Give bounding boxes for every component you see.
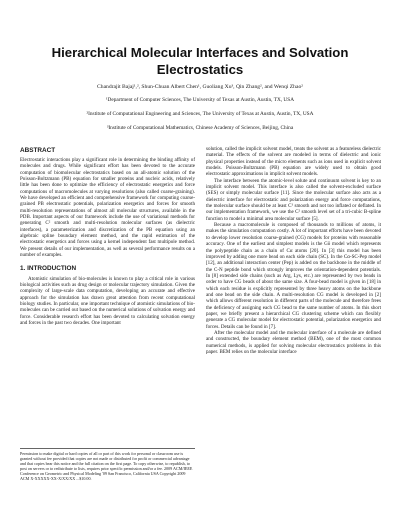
title-line-1: Hierarchical Molecular Interfaces and Solvation [51, 45, 349, 60]
abstract-text: Electrostatic interactions play a significant role in determining the binding affinity of molecules and drugs. While significant effort has been devoted to the accurate computation of biomolecular electrostatics based on an all-atomic solution of the Poisson-Boltzmann (PB) equation for smaller proteins and nucleic acids, relatively little has been done to optimize the efficiency of electrostatic energetics and force computations of macromolecules at varying resolutions (also called coarse-graining). We have developed an efficient and comprehensive framework for computing coarse-grained PB electrostatic potentials, polarization energetics and forces for smooth multi-resolution representations of almost all molecular structures, available in the PDB. Important aspects of our framework include the use of variational methods for generating C² smooth and multi-resolution molecular surfaces (as dielectric interfaces), a parameterization and discretization of the PB equation using an algebraic spline boundary element method, and the rapid estimation of the electrostatic energetics and forces using a kernel independent fast multipole method. We present details of our implementation, as well as several performance results on a number of examples. [20, 157, 195, 259]
affiliation-3: ³Institute of Computational Mathematics, Chinese Academy of Sciences, Beijing, China [106, 125, 294, 131]
body-paragraph-3: Because a macromolecule is composed of thousands to millions of atoms, it makes the simulation computation costly. A lot of important efforts have been devoted to develop lower resolution coarse-grained (CG) models for proteins with reasonable accuracy. One of the earliest and simplest models is the Gō model which represents the polypeptide chain as a chain of Cα atoms [20]. In [3] this model has been improved by adding one more bead on each side chain (SC). In the Cα-SC-Pep model [12], an additional interaction center (Pep) is added on the backbone in the middle of the C-N peptide bond which strongly improves the orientation-dependent potentials. In [8] extended side chains (such as Arg, Lys, etc.) are represented by two beads in order to have CG beads of about the same size. A four-bead model is given in [18] in which each residue is explicitly represented by three heavy atoms on the backbone and one bead on the side chain. A multi-resolution CG model is developed in [2] which allows different resolution in different parts of the molecule and therefore frees the deficiency of assigning each CG bead to the same number of atoms. In this short paper, we briefly present a hierarchical CG clustering scheme which can flexibly generate a CG molecular model for electrostatic potential, polarization energetics and forces. Details can be found in [7]. [206, 222, 381, 330]
body-paragraph-2: The interface between the atomic-level solute and continuum solvent is key to an implicit solvent model. This interface is also called the solvent-excluded surface (SES) or simply molecular surface [11]. Since the molecular surface also acts as a dielectric interface for electrostatic and polarization energy and force computations, the molecular surface should be at least C¹ smooth and not too inflated or deflated. In our implementation framework, we use the C² smooth level set of a tri-cubic B-spline function to model a minimal area molecular surface [5]. [206, 177, 381, 222]
affiliation-2: ²Institute of Computational Engineering and Sciences, The University of Texas at Austin, Austin, TX, USA [86, 111, 314, 117]
affiliations [20, 97, 380, 139]
affiliation-1: ¹Department of Computer Sciences, The University of Texas at Austin, Austin, TX, USA [105, 97, 295, 103]
introduction-text: Atomistic simulation of bio-molecules is known to play a critical role in various biological activities such as drug design or molecular trajectory simulation. Given the complexity of large-scale data computation, developing an accurate and effective approach for the simulation has drawn great attention from recent computational biology studies. In particular, one important technique of atomistic simulations of bio-molecules can be carried out based on the numerical solutions of solvation energy and force. Considerable research effort has been devoted to calculating solvation energy and forces in the past two decades. One important [20, 275, 195, 326]
introduction-heading: 1. INTRODUCTION [20, 264, 77, 272]
abstract-heading: ABSTRACT [20, 147, 56, 154]
copyright-footnote: Permission to make digital or hard copies of all or part of this work for personal or classroom use is granted without fee provided that copies are not made or distributed for profit or commercial advantage and that copies bear this notice and the full citation on the first page. To copy otherwise, to republish, to post on servers or to redistribute to lists, requires prior specific permission and/or a fee. 2009 ACM/IEEE Conference on Geometric and Physical Modeling '09 San Francisco, California USA Copyright 2009 ACM X-XXXXX-XX-X/XX/XX ...$10.00. [20, 448, 195, 482]
title-line-2: Electrostatics [156, 62, 244, 77]
paper-title [20, 44, 380, 78]
body-paragraph-4: After the molecular model and the molecular interface of a molecule are defined and constructed, the boundary element method (BEM), one of the most common numerical methods, is applied for solving molecular electrostatics problems in this paper. BEM relies on the molecular interface [206, 329, 381, 355]
body-paragraph-1: solution, called the implicit solvent model, treats the solvent as a featureless dielectric material. The effects of the solvent are modeled in terms of dielectric and ionic physical properties instead of the micro elements such as ions used in explicit solvent models. Poisson-Boltzmann (PB) equation are widely used to obtain good electrostatic approximations in implicit solvent models. [206, 146, 381, 178]
right-column [206, 146, 381, 355]
left-column [20, 146, 195, 326]
author-list: Chandrajit Bajaj¹,², Shun-Chuan Albert Chen¹, Guoliang Xu³, Qin Zhang², and Wenqi Zhao² [97, 84, 303, 90]
